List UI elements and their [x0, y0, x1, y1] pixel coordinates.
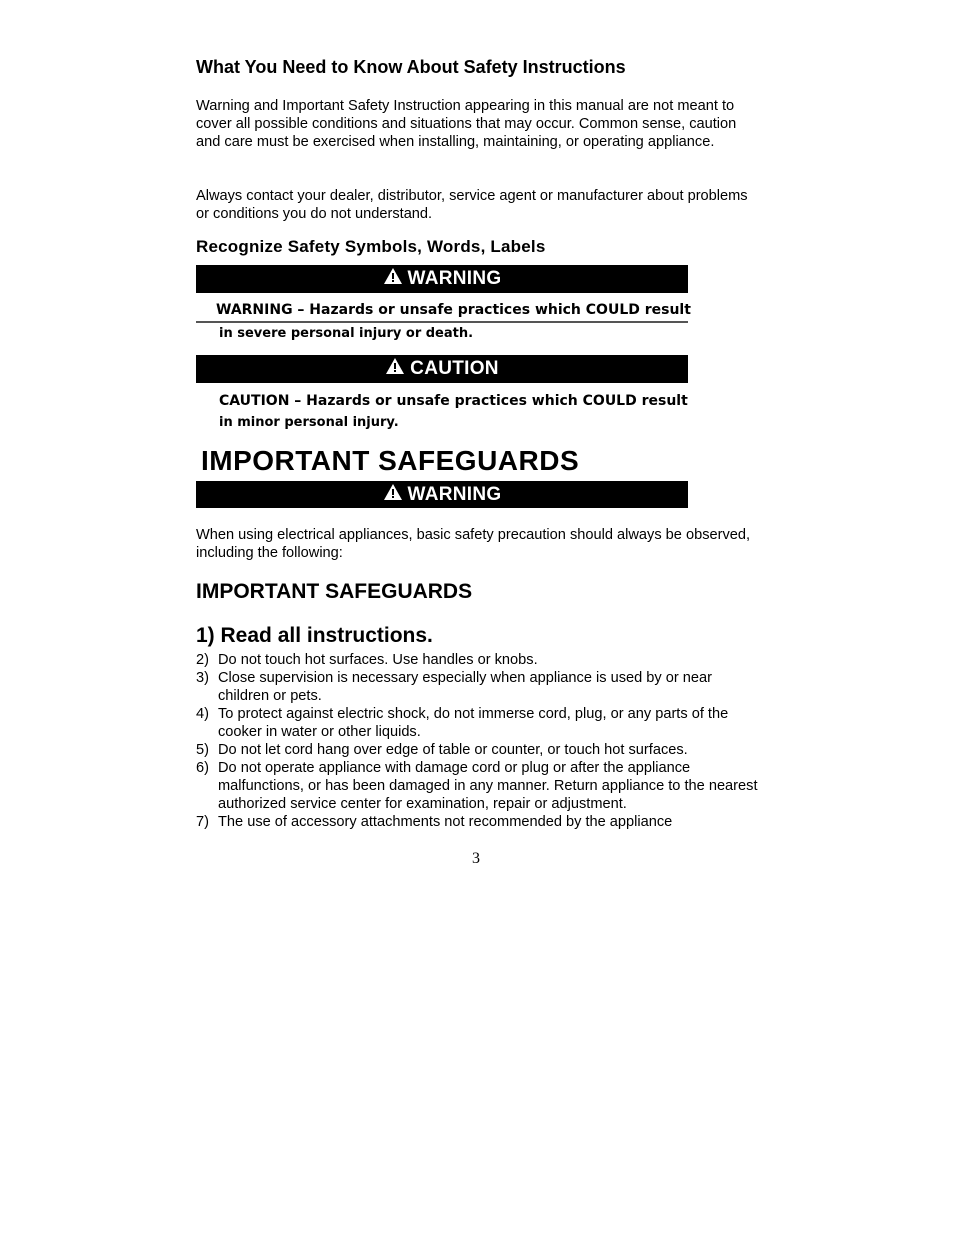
safeguards-heading: IMPORTANT SAFEGUARDS	[196, 580, 473, 603]
warning-definition-line2: in severe personal injury or death.	[219, 326, 474, 341]
list-item-number: 6)	[196, 760, 209, 776]
list-item-text: The use of accessory attachments not recommended by the appliance	[218, 814, 673, 830]
list-item-number: 5)	[196, 742, 209, 758]
list-item	[196, 651, 762, 669]
contact-paragraph: Always contact your dealer, distributor, service agent or manufacturer about problems or conditions you do not understand.	[196, 188, 748, 222]
list-item-text: Do not touch hot surfaces. Use handles or knobs.	[218, 652, 538, 668]
intro-paragraph: Warning and Important Safety Instruction appearing in this manual are not meant to cover all possible conditions and situations that may occur. Common sense, caution and care must be exercised when installing, maintaining, or operating appliance.	[196, 98, 737, 150]
safeguards-list	[196, 651, 762, 831]
warning-triangle-icon	[383, 267, 403, 291]
page-number: 3	[472, 850, 480, 867]
list-item-number: 2)	[196, 652, 209, 668]
caution-definition-line1: CAUTION – Hazards or unsafe practices which COULD result	[219, 393, 688, 409]
warning-triangle-icon	[383, 483, 403, 507]
list-item	[196, 669, 762, 705]
warning-banner	[196, 265, 688, 293]
warning-banner-label: WARNING	[407, 268, 502, 289]
warning-banner-2	[196, 481, 688, 508]
list-item-text: Do not let cord hang over edge of table or counter, or touch hot surfaces.	[218, 742, 688, 758]
warning-definition-line1: WARNING – Hazards or unsafe practices which COULD result	[196, 300, 688, 323]
heading-recognize-symbols: Recognize Safety Symbols, Words, Labels	[196, 237, 546, 256]
list-item-text: To protect against electric shock, do not immerse cord, plug, or any parts of the cooker in water or other liquids.	[218, 706, 729, 740]
caution-definition	[219, 391, 689, 433]
list-item	[196, 759, 762, 813]
list-item	[196, 813, 762, 831]
list-item-number: 7)	[196, 814, 209, 830]
caution-definition-line2: in minor personal injury.	[219, 415, 399, 430]
caution-banner-label: CAUTION	[410, 358, 499, 379]
read-instructions-heading: 1) Read all instructions.	[196, 624, 433, 647]
important-safeguards-title: IMPORTANT SAFEGUARDS	[201, 445, 580, 476]
list-item-text: Close supervision is necessary especially when appliance is used by or near children or pets.	[218, 670, 713, 704]
list-item-number: 3)	[196, 670, 209, 686]
warning-triangle-icon	[385, 357, 405, 381]
caution-banner	[196, 355, 688, 383]
list-item	[196, 741, 762, 759]
heading-safety-instructions: What You Need to Know About Safety Instructions	[196, 57, 626, 77]
list-item-number: 4)	[196, 706, 209, 722]
list-item	[196, 705, 762, 741]
warning-definition	[216, 300, 691, 344]
warning-banner-2-label: WARNING	[407, 483, 502, 505]
list-item-text: Do not operate appliance with damage cord or plug or after the appliance malfunctions, or has been damaged in any manner. Return appliance to the nearest authorized service center for examination, repair or adjustment.	[218, 760, 758, 812]
precaution-paragraph: When using electrical appliances, basic safety precaution should always be observed, including the following:	[196, 527, 751, 561]
